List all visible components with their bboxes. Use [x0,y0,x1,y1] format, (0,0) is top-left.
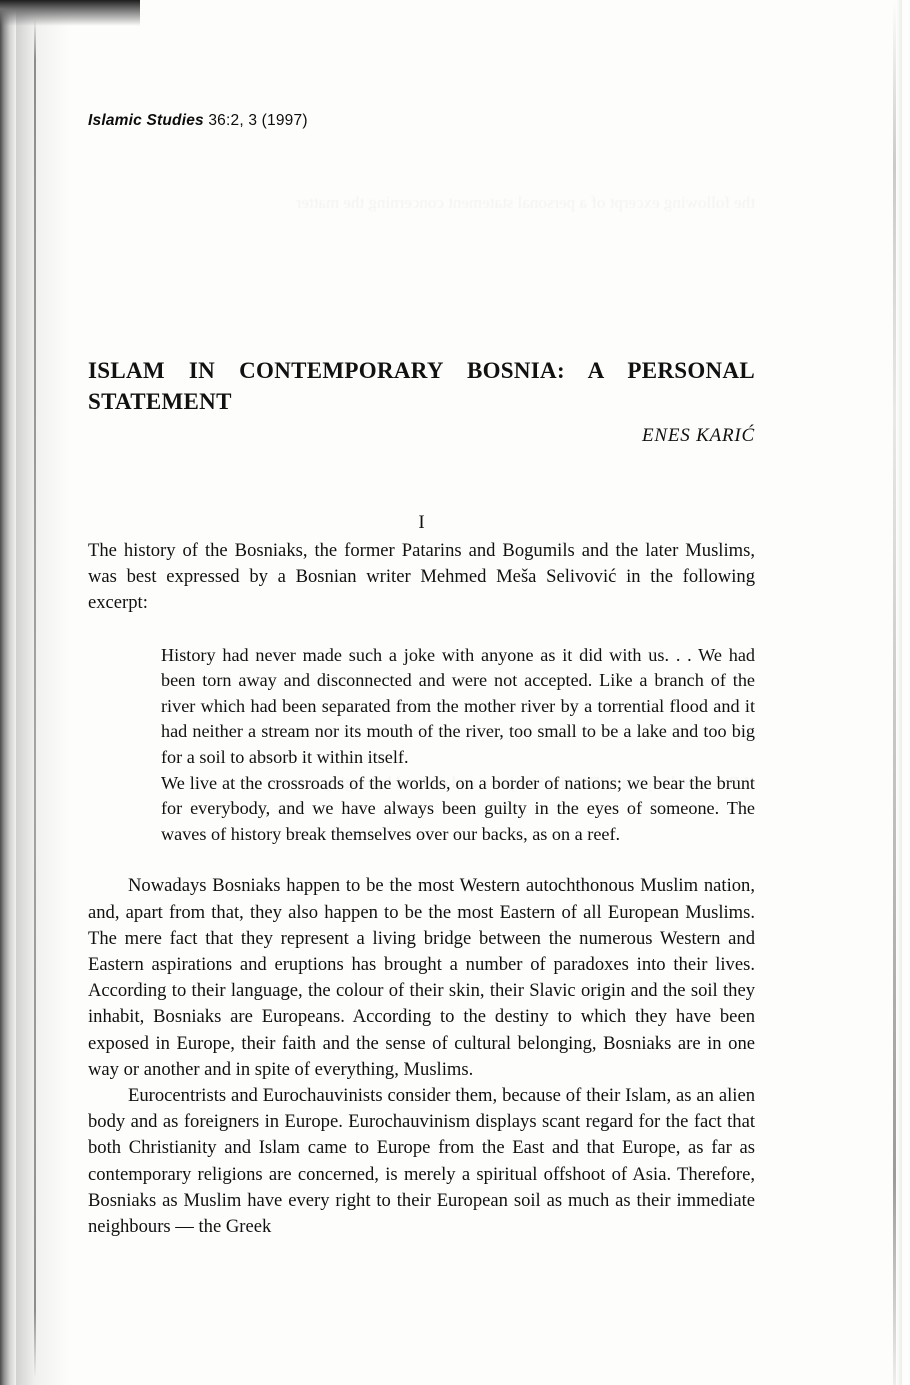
running-head [88,112,755,130]
journal-name: Islamic Studies [88,112,204,129]
book-gutter-crease-line [34,18,36,1378]
block-quote [161,643,755,848]
page-top-shadow [0,0,140,26]
paragraph-1: Nowadays Bosniaks happen to be the most Western autochthonous Muslim nation, and, apart from that, they also happen to be the most Eastern of all European Muslims. The mere fact that they represent a living bridge between the numerous Western and Eastern aspirations and eruptions has brought a number of paradoxes into their lives. According to their language, the colour of their skin, their Slavic origin and the soil they inhabit, Bosniaks are Europeans. According to the destiny to which they have been exposed in Europe, their faith and the sense of cultural belonging, Bosniaks are in one way or another and in spite of everything, Muslims. [88,875,755,1080]
page-right-edge-gradient [896,0,902,1385]
quote-paragraph-1: History had never made such a joke with anyone as it did with us. . . We had been torn away and disconnected and were not accepted. Like a branch of the river which had been separated from the mother river by a torrential flood and it had neither a stream nor its mouth of the river, too small to be a lake and too big for a soil to absorb it within itself. [161,644,755,767]
section-number: I [418,512,425,533]
paragraph-intro: The history of the Bosniaks, the former Patarins and Bogumils and the later Muslims, was best expressed by a Bosnian writer Mehmed Meša Selivović in the following excerpt: [88,540,755,614]
paragraph-2: Eurocentrists and Eurochauvinists consider them, because of their Islam, as an alien body and as foreigners in Europe. Eurochauvinism displays scant regard for the fact that both Christianity and Islam came to Europe from the East and that Europe, as far as contemporary religions are concerned, is merely a spiritual offshoot of Asia. Therefore, Bosniaks as Muslim have every right to their European soil as much as their immediate neighbours — the Greek [88,1084,755,1237]
author-byline: ENES KARIĆ [641,425,755,446]
article-title [88,355,755,417]
spacer [88,617,755,643]
bleed-through-text-upper [95,190,755,215]
article-title-line-2: STATEMENT [88,389,232,415]
spacer [88,847,755,873]
article-body [88,538,755,1240]
quote-paragraph-2: We live at the crossroads of the worlds, on a border of nations; we bear the brunt for everybody, and we have always been guilty in the eyes of someone. The waves of history break themselves over our backs, as on a reef. [161,772,755,844]
journal-citation: 36:2, 3 (1997) [203,112,308,129]
book-gutter-gradient [12,0,70,1385]
book-gutter-shadow [0,0,16,1385]
page-right-edge-line [893,0,896,1385]
article-title-line-1: ISLAM IN CONTEMPORARY BOSNIA: A PERSONAL [88,358,755,384]
block-quote-wrapper [161,643,755,848]
